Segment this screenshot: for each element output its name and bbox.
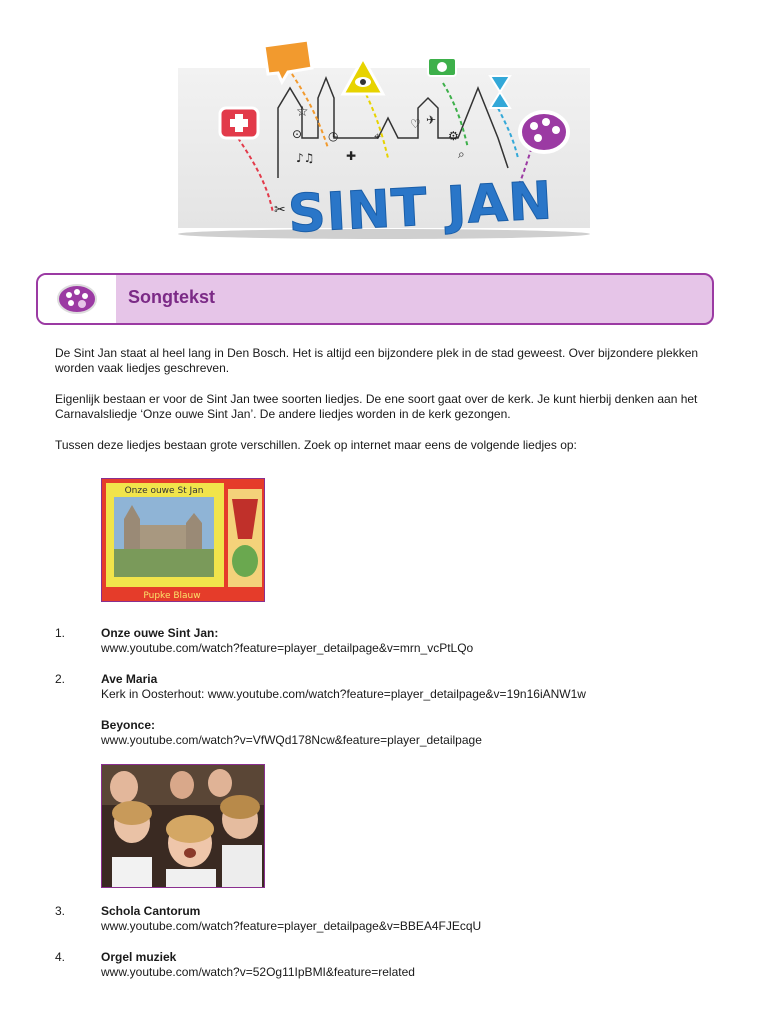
sint-jan-logo xyxy=(178,28,590,245)
item-link[interactable]: Kerk in Oosterhout: www.youtube.com/watch?feature=player_detailpage&v=19n16iANW1w xyxy=(101,687,586,701)
image-caption-bottom: Pupke Blauw xyxy=(143,591,201,601)
svg-text:⌕: ⌕ xyxy=(458,147,465,161)
paragraph: De Sint Jan staat al heel lang in Den Bosch. Het is altijd een bijzondere plek in de stad geweest. Over bijzondere plekken worden vaak liedjes geschreven. xyxy=(55,346,699,375)
svg-text:✈: ✈ xyxy=(426,113,437,127)
paragraph: Eigenlijk bestaan er voor de Sint Jan twee soorten liedjes. De ene soort gaat over de kerk. Je kunt hierbij denken aan het Carnavalsliedje ‘Onze ouwe Sint Jan’. De andere liedjes worden in de kerk gezongen. xyxy=(55,392,698,421)
svg-text:☆: ☆ xyxy=(296,104,309,120)
header-icon-box xyxy=(38,275,116,323)
item-link[interactable]: www.youtube.com/watch?v=52Og11IpBMI&feature=related xyxy=(101,965,415,979)
first-aid-icon xyxy=(220,108,258,138)
svg-text:✚: ✚ xyxy=(346,149,357,163)
item-link[interactable]: www.youtube.com/watch?feature=player_detailpage&v=mrn_vcPtLQo xyxy=(101,641,474,655)
item-number: 4. xyxy=(55,950,66,964)
item-number: 1. xyxy=(55,626,66,640)
svg-text:♡: ♡ xyxy=(410,117,421,131)
money-icon xyxy=(428,58,456,76)
intro-text xyxy=(55,346,715,469)
svg-text:♪♫: ♪♫ xyxy=(296,151,315,165)
choir-image xyxy=(101,764,265,888)
svg-text:◷: ◷ xyxy=(328,129,339,143)
onze-ouwe-sint-jan-image xyxy=(101,478,265,602)
palette-icon xyxy=(520,112,568,152)
section-title: Songtekst xyxy=(128,287,216,307)
image-caption-top: Onze ouwe St Jan xyxy=(124,486,204,496)
paragraph: Tussen deze liedjes bestaan grote verschillen. Zoek op internet maar eens de volgende liedjes op: xyxy=(55,438,577,452)
svg-text:⚙: ⚙ xyxy=(448,129,459,143)
svg-text:⊙: ⊙ xyxy=(292,127,303,141)
item-title: Beyonce: xyxy=(101,718,156,732)
section-header xyxy=(36,273,714,325)
item-title: Schola Cantorum xyxy=(101,904,201,918)
svg-text:⌖: ⌖ xyxy=(374,129,381,143)
item-number: 3. xyxy=(55,904,66,918)
item-title: Onze ouwe Sint Jan: xyxy=(101,626,219,640)
item-title: Orgel muziek xyxy=(101,950,177,964)
item-number: 2. xyxy=(55,672,66,686)
item-link[interactable]: www.youtube.com/watch?feature=player_detailpage&v=BBEA4FJEcqU xyxy=(101,919,482,933)
item-title: Ave Maria xyxy=(101,672,158,686)
svg-text:✂: ✂ xyxy=(274,202,286,218)
palette-icon xyxy=(55,282,99,316)
logo-title: SINT JAN xyxy=(286,171,555,245)
item-link[interactable]: www.youtube.com/watch?v=VfWQd178Ncw&feature=player_detailpage xyxy=(101,733,482,747)
